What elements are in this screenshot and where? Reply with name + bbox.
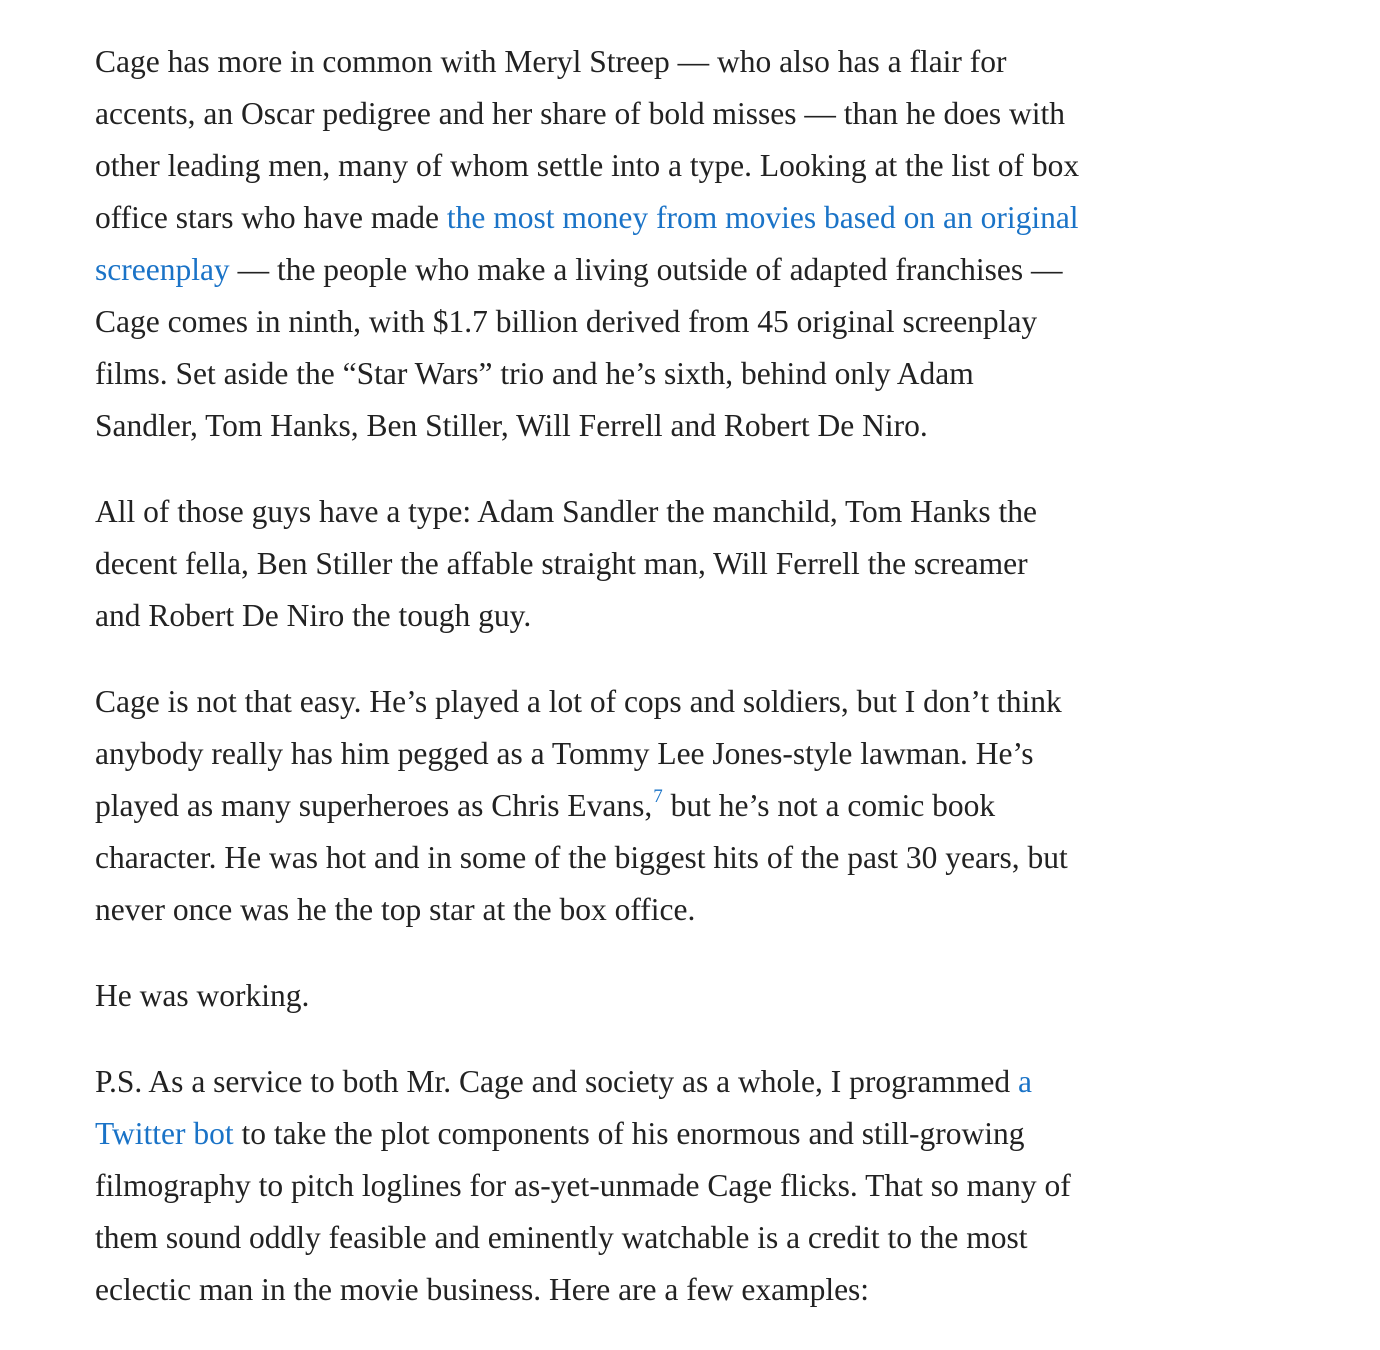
- paragraph-3: [95, 676, 1265, 936]
- paragraph-3-line-5: never once was he the top star at the box office.: [95, 892, 696, 927]
- paragraph-1-line-5-text: — the people who make a living outside of adapted franchises —: [229, 252, 1063, 287]
- paragraph-5-line-5: eclectic man in the movie business. Here are a few examples:: [95, 1272, 870, 1307]
- footnote-7-marker[interactable]: 7: [653, 786, 663, 807]
- original-screenplay-money-link[interactable]: the most money from movies based on an original: [446, 200, 1079, 235]
- paragraph-3-line-3-text: played as many superheroes as Chris Evans,: [95, 788, 653, 823]
- paragraph-3-line-1: Cage is not that easy. He’s played a lot of cops and soldiers, but I don’t think: [95, 684, 1062, 719]
- paragraph-2-line-2: decent fella, Ben Stiller the affable straight man, Will Ferrell the screamer: [95, 546, 1028, 581]
- twitter-bot-link[interactable]: a: [1017, 1064, 1032, 1099]
- paragraph-3-line-2: anybody really has him pegged as a Tommy Lee Jones-style lawman. He’s: [95, 736, 1034, 771]
- paragraph-5-line-1-text: P.S. As a service to both Mr. Cage and society as a whole, I programmed: [95, 1064, 1018, 1099]
- paragraph-3-line-4: character. He was hot and in some of the biggest hits of the past 30 years, but: [95, 840, 1068, 875]
- paragraph-4: [95, 970, 1265, 1022]
- paragraph-2-line-3: and Robert De Niro the tough guy.: [95, 598, 532, 633]
- paragraph-1: [95, 36, 1265, 452]
- paragraph-5-line-3: filmography to pitch loglines for as-yet-unmade Cage flicks. That so many of: [95, 1168, 1071, 1203]
- paragraph-5-line-2: [95, 1108, 1265, 1160]
- paragraph-5-line-4: them sound oddly feasible and eminently watchable is a credit to the most: [95, 1220, 1028, 1255]
- paragraph-5-line-2-text: to take the plot components of his enormous and still-growing: [233, 1116, 1025, 1151]
- paragraph-1-line-8: Sandler, Tom Hanks, Ben Stiller, Will Ferrell and Robert De Niro.: [95, 408, 928, 443]
- paragraph-5: [95, 1056, 1265, 1316]
- paragraph-1-line-5: [95, 244, 1265, 296]
- paragraph-2-line-1: All of those guys have a type: Adam Sandler the manchild, Tom Hanks the: [95, 494, 1038, 529]
- original-screenplay-money-link-continued[interactable]: screenplay: [95, 252, 230, 287]
- twitter-bot-link-continued[interactable]: Twitter bot: [95, 1116, 234, 1151]
- paragraph-1-line-6: Cage comes in ninth, with $1.7 billion derived from 45 original screenplay: [95, 304, 1038, 339]
- paragraph-1-line-3: other leading men, many of whom settle into a type. Looking at the list of box: [95, 148, 1080, 183]
- paragraph-1-line-4-text: office stars who have made: [95, 200, 447, 235]
- paragraph-5-line-1: [95, 1056, 1265, 1108]
- paragraph-3-line-3-text-after: but he’s not a comic book: [662, 788, 996, 823]
- article-body: [95, 36, 1265, 1350]
- paragraph-1-line-4: [95, 192, 1265, 244]
- paragraph-4-line-1: He was working.: [95, 978, 310, 1013]
- paragraph-1-line-2: accents, an Oscar pedigree and her share of bold misses — than he does with: [95, 96, 1066, 131]
- paragraph-3-line-3: [95, 780, 1265, 832]
- paragraph-1-line-1: Cage has more in common with Meryl Streep — who also has a flair for: [95, 44, 1007, 79]
- paragraph-1-line-7: films. Set aside the “Star Wars” trio and he’s sixth, behind only Adam: [95, 356, 974, 391]
- paragraph-2: [95, 486, 1265, 642]
